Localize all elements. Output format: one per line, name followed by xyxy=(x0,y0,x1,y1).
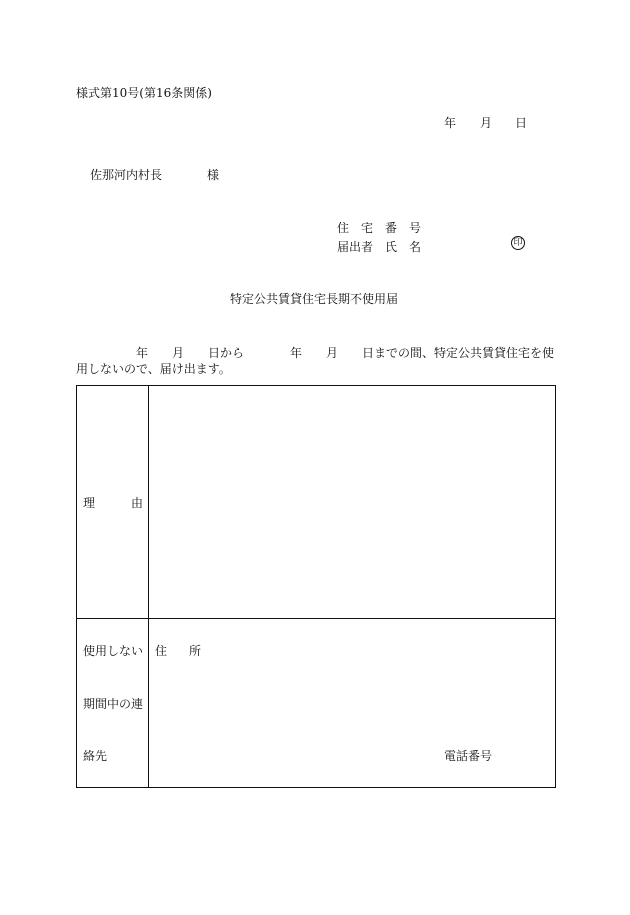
date-year: 年 xyxy=(444,116,457,130)
phone-number-label: 電話番号 xyxy=(444,749,493,763)
date-month: 月 xyxy=(480,116,493,130)
address-label-char: 所 xyxy=(189,644,202,658)
label-char: 住 xyxy=(337,221,350,235)
date-day: 日 xyxy=(515,116,528,130)
label-char: 名 xyxy=(409,240,422,254)
reason-label-char: 由 xyxy=(131,496,144,510)
addressee-name: 佐那河内村長 xyxy=(90,168,163,182)
statement-to-month: 月 xyxy=(326,346,339,360)
statement-line-2: 用しないので、届け出ます。 xyxy=(76,362,231,376)
label-char: 宅 xyxy=(361,221,374,235)
contact-label-line: 期間中の連 xyxy=(83,697,144,711)
label-char: 号 xyxy=(409,221,422,235)
statement-to-year: 年 xyxy=(290,346,303,360)
form-number: 様式第10号(第16条関係) xyxy=(76,86,212,100)
statement-from-year: 年 xyxy=(136,346,149,360)
contact-field[interactable] xyxy=(149,619,555,787)
statement-to-day: 日までの間、特定公共賃貸住宅を使 xyxy=(362,346,555,360)
address-label-char: 住 xyxy=(155,644,168,658)
addressee-honorific: 様 xyxy=(207,168,220,182)
statement-from-month: 月 xyxy=(172,346,185,360)
label-char: 番 xyxy=(385,221,398,235)
reason-label-char: 理 xyxy=(83,496,96,510)
reason-field[interactable] xyxy=(149,386,555,618)
label-char: 氏 xyxy=(385,240,398,254)
contact-label-line: 使用しない xyxy=(83,644,144,658)
contact-label-line: 絡先 xyxy=(83,749,108,763)
seal-mark: 印 xyxy=(511,236,525,250)
applicant-role-label: 届出者 xyxy=(337,240,374,254)
statement-from-day: 日から xyxy=(208,346,245,360)
details-table xyxy=(76,385,556,788)
document-title: 特定公共賃貸住宅長期不使用届 xyxy=(230,292,399,306)
